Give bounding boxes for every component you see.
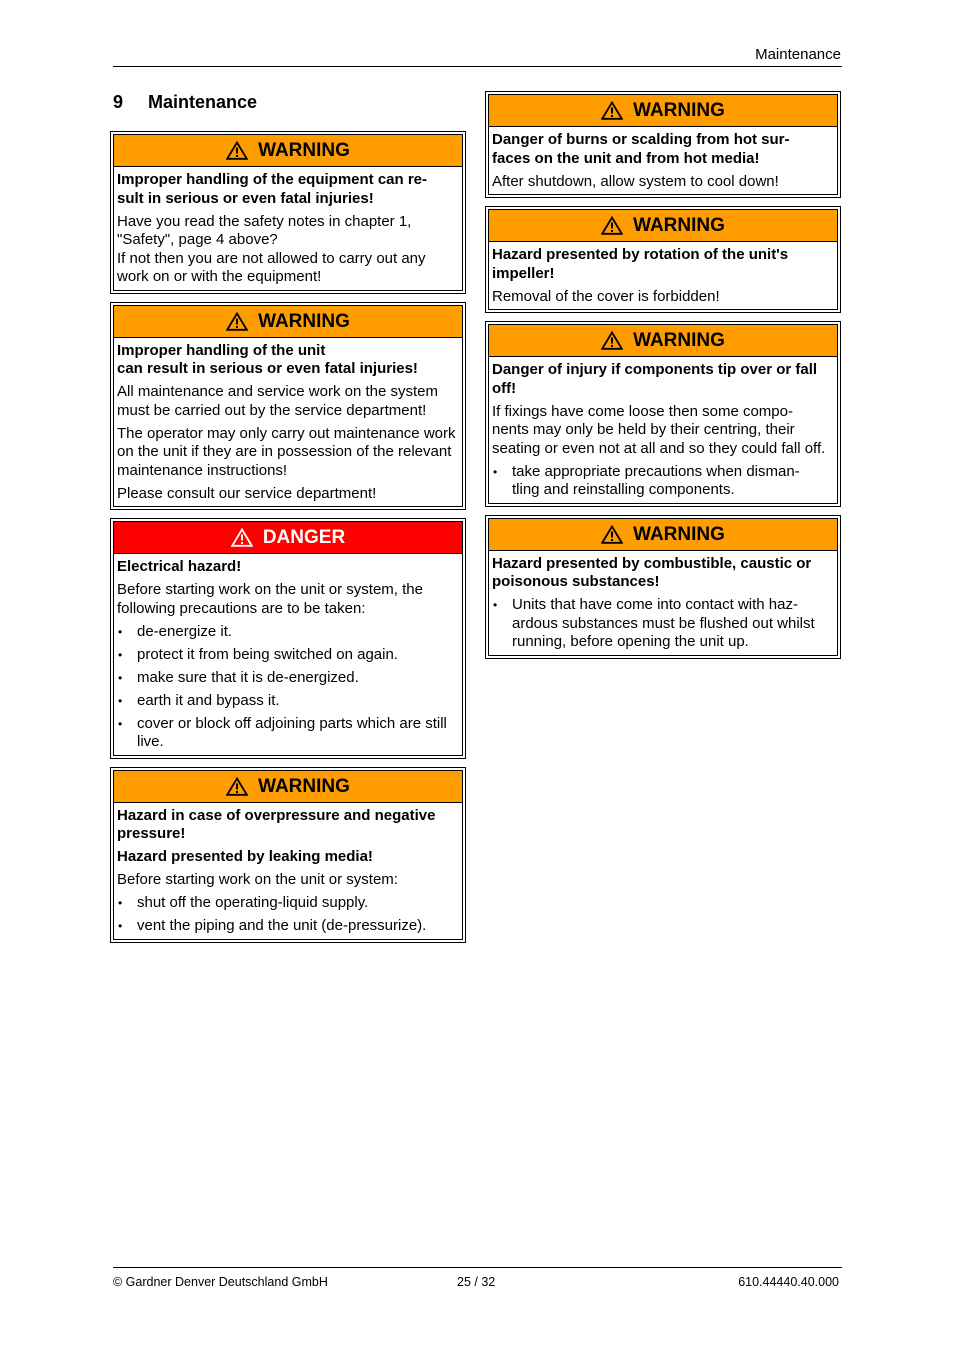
body-text: All maintenance and service work on the system must be carried out by the service department!	[117, 383, 438, 419]
warning-box	[485, 206, 841, 313]
hazard-statement: Hazard presented by combustible, caustic or poisonous substances!	[492, 554, 812, 590]
body-text: Have you read the safety notes in chapter 1, "Safety", page 4 above? If not then you are not allowed to carry out any work on or with the equipment!	[117, 212, 426, 285]
warning-triangle-icon	[601, 331, 623, 350]
warning-heading	[114, 771, 462, 803]
box-frame	[113, 521, 463, 756]
body-text: If fixings have come loose then some compo- nents may only be held by their centring, their seating or even not at all and so they could fall off.	[492, 402, 826, 457]
bullet-icon: •	[118, 624, 123, 639]
footer-company: © Gardner Denver Deutschland GmbH	[113, 1275, 328, 1289]
list-item-text: make sure that it is de-energized.	[137, 668, 359, 686]
list-item	[117, 669, 459, 688]
section-title	[113, 91, 257, 113]
list-item	[117, 646, 459, 665]
warning-triangle-icon	[226, 141, 248, 160]
body-text: The operator may only carry out maintenance work on the unit if they are in possession of the relevant maintenance instructions!	[117, 424, 456, 479]
warning-box	[485, 321, 841, 507]
body-text: Please consult our service department!	[117, 484, 377, 502]
box-frame	[113, 305, 463, 508]
heading-label: WARNING	[633, 330, 725, 351]
warning-triangle-icon	[226, 312, 248, 331]
danger-box	[110, 518, 466, 759]
heading-label: WARNING	[633, 215, 725, 236]
hazard-statement: Electrical hazard!	[117, 558, 242, 575]
warning-box	[110, 302, 466, 511]
body-text: Removal of the cover is forbidden!	[492, 287, 720, 305]
list-item	[117, 623, 459, 642]
box-frame	[113, 770, 463, 940]
hazard-statement: Improper handling of the equipment can re- sult in serious or even fatal injuries!	[117, 171, 428, 207]
box-body	[114, 803, 462, 939]
bullet-icon: •	[118, 693, 123, 708]
bullet-icon: •	[118, 919, 123, 933]
box-frame	[488, 518, 838, 656]
heading-label: WARNING	[633, 100, 725, 121]
list-item	[117, 894, 459, 913]
bullet-icon: •	[493, 598, 498, 612]
precaution-list	[492, 463, 834, 500]
box-frame	[488, 209, 838, 310]
list-item-text: de-energize it.	[137, 622, 233, 640]
hazard-statement: Hazard presented by rotation of the unit's impeller!	[492, 246, 789, 282]
warning-triangle-icon	[231, 528, 253, 547]
warning-heading	[489, 95, 837, 127]
warning-heading	[114, 135, 462, 167]
section-title-text: Maintenance	[148, 92, 258, 112]
list-item	[117, 715, 459, 752]
box-body	[489, 357, 837, 503]
list-item-text: earth it and bypass it.	[137, 691, 280, 709]
left-column	[110, 131, 466, 951]
header-rule	[113, 66, 842, 67]
warning-box	[110, 131, 466, 294]
bullet-icon: •	[118, 647, 123, 662]
precaution-list	[492, 596, 834, 652]
list-item	[117, 692, 459, 711]
bullet-icon: •	[493, 464, 498, 479]
warning-triangle-icon	[601, 216, 623, 235]
bullet-icon: •	[118, 896, 123, 910]
box-frame	[488, 94, 838, 195]
hazard-statement: Hazard presented by leaking media!	[117, 848, 373, 865]
heading-label: WARNING	[258, 775, 350, 797]
footer-doc-number: 610.44440.40.000	[738, 1275, 839, 1289]
footer-page-number: 25 / 32	[457, 1275, 496, 1289]
box-body	[114, 554, 462, 755]
heading-label: DANGER	[262, 527, 346, 548]
heading-label: WARNING	[633, 523, 725, 545]
box-body	[489, 242, 837, 309]
section-number: 9	[113, 92, 124, 112]
heading-label: WARNING	[258, 140, 350, 161]
precaution-list	[117, 623, 459, 752]
body-text: After shutdown, allow system to cool down!	[492, 172, 779, 190]
precaution-list	[117, 894, 459, 936]
box-frame	[113, 134, 463, 291]
list-item	[492, 596, 834, 652]
list-item	[492, 463, 834, 500]
box-body	[489, 127, 837, 194]
list-item-text: cover or block off adjoining parts which are still live.	[137, 714, 447, 750]
footer-rule	[113, 1267, 842, 1268]
box-body	[114, 338, 462, 507]
warning-heading	[114, 306, 462, 338]
body-text: Before starting work on the unit or system:	[117, 871, 398, 888]
warning-heading	[489, 325, 837, 357]
warning-heading	[489, 210, 837, 242]
warning-triangle-icon	[601, 101, 623, 120]
heading-label: WARNING	[258, 310, 350, 332]
warning-box	[485, 91, 841, 198]
box-body	[114, 167, 462, 290]
bullet-icon: •	[118, 670, 123, 685]
list-item-text: protect it from being switched on again.	[137, 645, 398, 663]
hazard-statement: Hazard in case of overpressure and negative pressure!	[117, 806, 436, 842]
bullet-icon: •	[118, 716, 123, 731]
list-item-text: shut off the operating-liquid supply.	[137, 894, 369, 911]
danger-heading	[114, 522, 462, 554]
warning-triangle-icon	[601, 525, 623, 544]
warning-box	[110, 767, 466, 943]
warning-box	[485, 515, 841, 659]
box-frame	[488, 324, 838, 504]
list-item-text: Units that have come into contact with haz- ardous substances must be flushed out whilst running, before opening the unit up.	[512, 596, 815, 650]
list-item-text: take appropriate precautions when disman- tling and reinstalling components.	[512, 462, 800, 498]
hazard-statement: Improper handling of the unit can result in serious or even fatal injuries!	[117, 341, 418, 377]
hazard-statement: Danger of injury if components tip over or fall off!	[492, 361, 818, 397]
right-column	[485, 91, 841, 667]
warning-heading	[489, 519, 837, 551]
warning-triangle-icon	[226, 777, 248, 796]
list-item-text: vent the piping and the unit (de-pressurize).	[137, 917, 427, 934]
box-body	[489, 551, 837, 655]
body-text: Before starting work on the unit or system, the following precautions are to be taken:	[117, 581, 423, 617]
hazard-statement: Danger of burns or scalding from hot sur- faces on the unit and from hot media!	[492, 131, 790, 167]
header-section-name: Maintenance	[755, 46, 841, 63]
list-item	[117, 917, 459, 936]
